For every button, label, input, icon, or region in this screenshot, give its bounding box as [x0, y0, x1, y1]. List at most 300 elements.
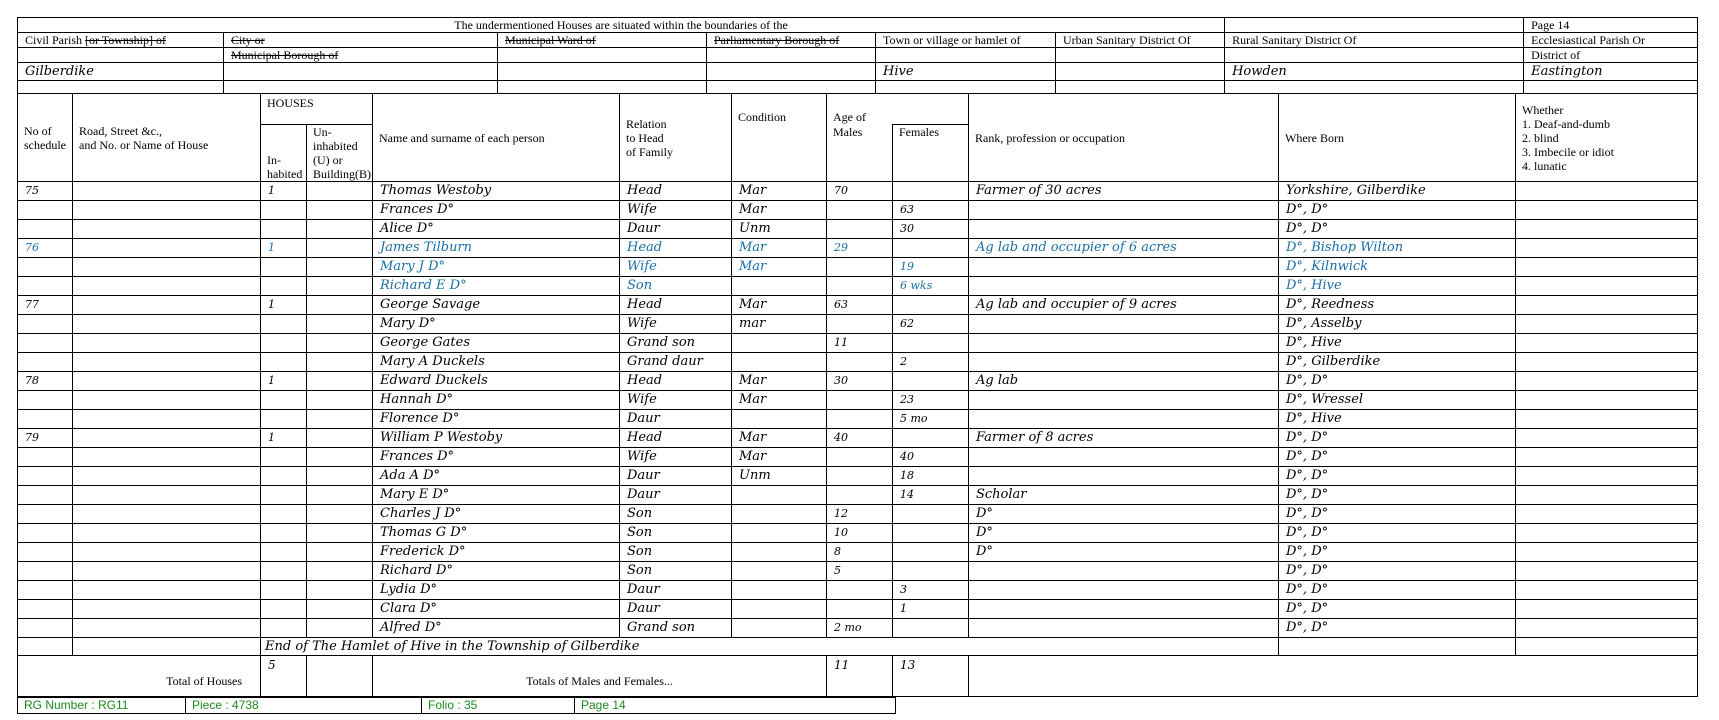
- uninhabited-cell: [307, 296, 373, 315]
- name-cell: Richard E D°: [373, 277, 620, 296]
- road-cell: [73, 391, 261, 410]
- female-age-cell: 62: [893, 315, 969, 334]
- uninhabited-cell: [307, 467, 373, 486]
- whether-cell: [1516, 334, 1698, 353]
- female-age-cell: [893, 562, 969, 581]
- male-age-cell: 2 mo: [827, 619, 893, 638]
- whether-cell: [1516, 505, 1698, 524]
- census-row: [18, 372, 1698, 391]
- uninhabited-cell: [307, 353, 373, 372]
- schedule-cell: [18, 391, 73, 410]
- schedule-cell: [18, 600, 73, 619]
- schedule-cell: 75: [18, 182, 73, 201]
- uninhabited-cell: [307, 201, 373, 220]
- male-age-cell: [827, 581, 893, 600]
- relation-cell: Daur: [620, 600, 732, 619]
- name-cell: Lydia D°: [373, 581, 620, 600]
- relation-cell: Daur: [620, 410, 732, 429]
- uninhabited-cell: [307, 600, 373, 619]
- female-age-cell: 14: [893, 486, 969, 505]
- road-cell: [73, 182, 261, 201]
- inhabited-cell: [261, 410, 307, 429]
- where-born-cell: D°, D°: [1279, 619, 1516, 638]
- relation-cell: Wife: [620, 391, 732, 410]
- whether-cell: [1516, 258, 1698, 277]
- occupation-cell: D°: [969, 505, 1279, 524]
- male-age-cell: [827, 467, 893, 486]
- male-age-cell: [827, 277, 893, 296]
- whether-cell: [1516, 353, 1698, 372]
- relation-cell: Wife: [620, 201, 732, 220]
- whether-cell: [1516, 220, 1698, 239]
- city-label: City or: [224, 33, 498, 48]
- relation-cell: Head: [620, 239, 732, 258]
- schedule-cell: [18, 315, 73, 334]
- condition-cell: [732, 543, 827, 562]
- name-cell: Mary D°: [373, 315, 620, 334]
- where-born-cell: D°, D°: [1279, 201, 1516, 220]
- female-age-cell: 2: [893, 353, 969, 372]
- occupation-cell: Farmer of 30 acres: [969, 182, 1279, 201]
- occupation-cell: [969, 600, 1279, 619]
- occupation-cell: [969, 353, 1279, 372]
- inhabited-cell: [261, 562, 307, 581]
- condition-cell: [732, 524, 827, 543]
- col-occupation: Rank, profession or occupation: [969, 94, 1279, 182]
- relation-cell: Son: [620, 277, 732, 296]
- census-row: [18, 296, 1698, 315]
- census-row: [18, 258, 1698, 277]
- male-age-cell: 29: [827, 239, 893, 258]
- female-age-cell: [893, 619, 969, 638]
- census-row: [18, 448, 1698, 467]
- where-born-cell: D°, D°: [1279, 220, 1516, 239]
- schedule-cell: 76: [18, 239, 73, 258]
- parliamentary-borough-label: Parliamentary Borough of: [707, 33, 876, 48]
- male-age-cell: 30: [827, 372, 893, 391]
- uninhabited-cell: [307, 429, 373, 448]
- whether-cell: [1516, 448, 1698, 467]
- inhabited-cell: [261, 201, 307, 220]
- relation-cell: Daur: [620, 486, 732, 505]
- col-inhabited: In- habited: [261, 125, 307, 182]
- male-age-cell: 11: [827, 334, 893, 353]
- ecclesiastical-label-2: District of: [1524, 48, 1698, 63]
- col-name: Name and surname of each person: [373, 94, 620, 182]
- condition-cell: Unm: [732, 220, 827, 239]
- schedule-cell: [18, 410, 73, 429]
- condition-cell: Mar: [732, 296, 827, 315]
- inhabited-cell: [261, 524, 307, 543]
- relation-cell: Daur: [620, 581, 732, 600]
- col-condition: Condition: [732, 94, 827, 182]
- name-cell: James Tilburn: [373, 239, 620, 258]
- whether-cell: [1516, 315, 1698, 334]
- uninhabited-cell: [307, 448, 373, 467]
- uninhabited-cell: [307, 239, 373, 258]
- name-cell: Clara D°: [373, 600, 620, 619]
- col-females: Females: [893, 125, 969, 182]
- relation-cell: Grand son: [620, 334, 732, 353]
- female-age-cell: 40: [893, 448, 969, 467]
- male-age-cell: 10: [827, 524, 893, 543]
- inhabited-cell: 1: [261, 372, 307, 391]
- male-age-cell: 63: [827, 296, 893, 315]
- name-cell: Mary E D°: [373, 486, 620, 505]
- uninhabited-cell: [307, 505, 373, 524]
- female-age-cell: [893, 334, 969, 353]
- male-age-cell: [827, 600, 893, 619]
- inhabited-cell: 1: [261, 429, 307, 448]
- where-born-cell: D°, D°: [1279, 581, 1516, 600]
- census-row: [18, 505, 1698, 524]
- name-cell: Mary J D°: [373, 258, 620, 277]
- relation-cell: Wife: [620, 448, 732, 467]
- condition-cell: mar: [732, 315, 827, 334]
- whether-cell: [1516, 486, 1698, 505]
- inhabited-cell: [261, 315, 307, 334]
- whether-cell: [1516, 562, 1698, 581]
- uninhabited-cell: [307, 258, 373, 277]
- inhabited-cell: [261, 581, 307, 600]
- condition-cell: Mar: [732, 201, 827, 220]
- male-age-cell: 40: [827, 429, 893, 448]
- whether-cell: [1516, 372, 1698, 391]
- male-age-cell: [827, 353, 893, 372]
- condition-cell: [732, 486, 827, 505]
- road-cell: [73, 467, 261, 486]
- male-age-cell: [827, 315, 893, 334]
- schedule-cell: [18, 505, 73, 524]
- inhabited-cell: [261, 277, 307, 296]
- schedule-cell: [18, 619, 73, 638]
- whether-cell: [1516, 277, 1698, 296]
- road-cell: [73, 543, 261, 562]
- female-age-cell: 23: [893, 391, 969, 410]
- road-cell: [73, 524, 261, 543]
- uninhabited-cell: [307, 277, 373, 296]
- census-row: [18, 619, 1698, 638]
- whether-cell: [1516, 619, 1698, 638]
- name-cell: Florence D°: [373, 410, 620, 429]
- road-cell: [73, 220, 261, 239]
- total-males-females-label: Totals of Males and Females...: [373, 656, 827, 697]
- census-sheet: [17, 17, 1697, 697]
- page-number: Page 14: [581, 698, 626, 712]
- rg-number: RG Number : RG11: [18, 698, 186, 713]
- ecclesiastical-value: Eastington: [1524, 63, 1698, 81]
- schedule-cell: [18, 562, 73, 581]
- male-age-cell: [827, 258, 893, 277]
- inhabited-cell: 1: [261, 239, 307, 258]
- where-born-cell: D°, D°: [1279, 372, 1516, 391]
- occupation-cell: D°: [969, 543, 1279, 562]
- female-age-cell: [893, 524, 969, 543]
- town-value: Hive: [876, 63, 1056, 81]
- whether-cell: [1516, 543, 1698, 562]
- occupation-cell: [969, 581, 1279, 600]
- road-cell: [73, 429, 261, 448]
- municipal-ward-label: Municipal Ward of: [498, 33, 707, 48]
- inhabited-cell: [261, 391, 307, 410]
- condition-cell: Mar: [732, 182, 827, 201]
- road-cell: [73, 315, 261, 334]
- whether-cell: [1516, 429, 1698, 448]
- relation-cell: Grand daur: [620, 353, 732, 372]
- total-males: 11: [827, 656, 893, 697]
- female-age-cell: [893, 505, 969, 524]
- road-cell: [73, 562, 261, 581]
- uninhabited-cell: [307, 562, 373, 581]
- name-cell: George Gates: [373, 334, 620, 353]
- condition-cell: [732, 600, 827, 619]
- road-cell: [73, 619, 261, 638]
- occupation-cell: [969, 220, 1279, 239]
- census-row: [18, 182, 1698, 201]
- whether-cell: [1516, 201, 1698, 220]
- ecclesiastical-label: Ecclesiastical Parish Or: [1524, 33, 1698, 48]
- schedule-cell: [18, 467, 73, 486]
- occupation-cell: [969, 467, 1279, 486]
- condition-cell: [732, 334, 827, 353]
- schedule-cell: [18, 201, 73, 220]
- inhabited-cell: [261, 334, 307, 353]
- condition-cell: [732, 619, 827, 638]
- relation-cell: Head: [620, 372, 732, 391]
- census-row: [18, 543, 1698, 562]
- civil-parish-value: Gilberdike: [18, 63, 224, 81]
- female-age-cell: [893, 296, 969, 315]
- condition-cell: Mar: [732, 239, 827, 258]
- total-houses-value: 5: [261, 656, 307, 697]
- col-relation: Relation to Head of Family: [620, 94, 732, 182]
- piece-number: Piece : 4738: [186, 698, 422, 713]
- col-uninhabited: Un- inhabited (U) or Building(B): [307, 125, 373, 182]
- male-age-cell: [827, 220, 893, 239]
- relation-cell: Head: [620, 429, 732, 448]
- where-born-cell: D°, D°: [1279, 448, 1516, 467]
- where-born-cell: D°, Bishop Wilton: [1279, 239, 1516, 258]
- name-cell: Mary A Duckels: [373, 353, 620, 372]
- where-born-cell: D°, Hive: [1279, 410, 1516, 429]
- uninhabited-cell: [307, 334, 373, 353]
- whether-cell: [1516, 467, 1698, 486]
- schedule-cell: [18, 581, 73, 600]
- schedule-cell: [18, 277, 73, 296]
- road-cell: [73, 353, 261, 372]
- relation-cell: Son: [620, 562, 732, 581]
- census-row: [18, 277, 1698, 296]
- road-cell: [73, 505, 261, 524]
- inhabited-cell: [261, 220, 307, 239]
- folio-number: Folio : 35: [422, 698, 575, 713]
- municipal-borough-label: Municipal Borough of: [224, 48, 498, 63]
- relation-cell: Head: [620, 182, 732, 201]
- end-note: End of The Hamlet of Hive in the Township of Gilberdike: [261, 638, 1279, 656]
- condition-cell: [732, 353, 827, 372]
- urban-label: Urban Sanitary District Of: [1056, 33, 1225, 48]
- uninhabited-cell: [307, 543, 373, 562]
- whether-cell: [1516, 239, 1698, 258]
- road-cell: [73, 372, 261, 391]
- occupation-cell: [969, 448, 1279, 467]
- name-cell: Hannah D°: [373, 391, 620, 410]
- census-row: [18, 486, 1698, 505]
- occupation-cell: Ag lab and occupier of 9 acres: [969, 296, 1279, 315]
- occupation-cell: [969, 410, 1279, 429]
- col-no-schedule: No of schedule: [18, 94, 73, 182]
- relation-cell: Grand son: [620, 619, 732, 638]
- census-row: [18, 600, 1698, 619]
- rural-label: Rural Sanitary District Of: [1225, 33, 1524, 48]
- where-born-cell: D°, D°: [1279, 467, 1516, 486]
- schedule-cell: [18, 486, 73, 505]
- schedule-cell: 79: [18, 429, 73, 448]
- relation-cell: Head: [620, 296, 732, 315]
- relation-cell: Daur: [620, 467, 732, 486]
- page-label: Page 14: [1524, 18, 1698, 33]
- uninhabited-cell: [307, 486, 373, 505]
- census-row: [18, 429, 1698, 448]
- where-born-cell: D°, D°: [1279, 600, 1516, 619]
- inhabited-cell: [261, 448, 307, 467]
- female-age-cell: 30: [893, 220, 969, 239]
- uninhabited-cell: [307, 372, 373, 391]
- condition-cell: [732, 505, 827, 524]
- whether-cell: [1516, 410, 1698, 429]
- col-where-born: Where Born: [1279, 94, 1516, 182]
- census-row: [18, 239, 1698, 258]
- name-cell: Frances D°: [373, 448, 620, 467]
- female-age-cell: 5 mo: [893, 410, 969, 429]
- col-road: Road, Street &c., and No. or Name of House: [73, 94, 261, 182]
- male-age-cell: 12: [827, 505, 893, 524]
- schedule-cell: [18, 524, 73, 543]
- female-age-cell: 63: [893, 201, 969, 220]
- road-cell: [73, 600, 261, 619]
- male-age-cell: 8: [827, 543, 893, 562]
- relation-cell: Son: [620, 543, 732, 562]
- census-row: [18, 334, 1698, 353]
- road-cell: [73, 448, 261, 467]
- where-born-cell: D°, D°: [1279, 562, 1516, 581]
- name-cell: Edward Duckels: [373, 372, 620, 391]
- inhabited-cell: [261, 258, 307, 277]
- road-cell: [73, 201, 261, 220]
- inhabited-cell: 1: [261, 182, 307, 201]
- occupation-cell: [969, 562, 1279, 581]
- name-cell: Charles J D°: [373, 505, 620, 524]
- occupation-cell: Ag lab and occupier of 6 acres: [969, 239, 1279, 258]
- occupation-cell: Farmer of 8 acres: [969, 429, 1279, 448]
- reference-footer: [17, 697, 896, 714]
- name-cell: Frances D°: [373, 201, 620, 220]
- where-born-cell: D°, Gilberdike: [1279, 353, 1516, 372]
- occupation-cell: D°: [969, 524, 1279, 543]
- schedule-cell: [18, 448, 73, 467]
- schedule-cell: [18, 543, 73, 562]
- inhabited-cell: [261, 543, 307, 562]
- condition-cell: Mar: [732, 429, 827, 448]
- male-age-cell: [827, 391, 893, 410]
- schedule-cell: [18, 334, 73, 353]
- where-born-cell: D°, Wressel: [1279, 391, 1516, 410]
- where-born-cell: Yorkshire, Gilberdike: [1279, 182, 1516, 201]
- census-row: [18, 353, 1698, 372]
- census-row: [18, 581, 1698, 600]
- relation-cell: Daur: [620, 220, 732, 239]
- census-row: [18, 220, 1698, 239]
- road-cell: [73, 239, 261, 258]
- name-cell: William P Westoby: [373, 429, 620, 448]
- uninhabited-cell: [307, 524, 373, 543]
- female-age-cell: 6 wks: [893, 277, 969, 296]
- header-blank: [1225, 18, 1524, 33]
- town-label: Town or village or hamlet of: [876, 33, 1056, 48]
- col-whether: Whether 1. Deaf-and-dumb 2. blind 3. Imbecile or idiot 4. lunatic: [1516, 94, 1698, 182]
- inhabited-cell: [261, 353, 307, 372]
- uninhabited-cell: [307, 391, 373, 410]
- occupation-cell: [969, 201, 1279, 220]
- occupation-cell: [969, 315, 1279, 334]
- condition-cell: Unm: [732, 467, 827, 486]
- census-row: [18, 201, 1698, 220]
- schedule-cell: [18, 258, 73, 277]
- condition-cell: Mar: [732, 258, 827, 277]
- census-row: [18, 562, 1698, 581]
- female-age-cell: [893, 543, 969, 562]
- name-cell: Alice D°: [373, 220, 620, 239]
- where-born-cell: D°, D°: [1279, 543, 1516, 562]
- col-houses: HOUSES: [261, 94, 373, 125]
- name-cell: Richard D°: [373, 562, 620, 581]
- relation-cell: Son: [620, 524, 732, 543]
- census-row: [18, 315, 1698, 334]
- male-age-cell: [827, 486, 893, 505]
- male-age-cell: [827, 410, 893, 429]
- census-row: [18, 391, 1698, 410]
- total-houses-label: Total of Houses: [18, 656, 261, 697]
- uninhabited-cell: [307, 619, 373, 638]
- uninhabited-cell: [307, 410, 373, 429]
- whether-cell: [1516, 391, 1698, 410]
- schedule-cell: 78: [18, 372, 73, 391]
- female-age-cell: 3: [893, 581, 969, 600]
- where-born-cell: D°, Asselby: [1279, 315, 1516, 334]
- condition-cell: [732, 581, 827, 600]
- schedule-cell: 77: [18, 296, 73, 315]
- female-age-cell: [893, 182, 969, 201]
- whether-cell: [1516, 182, 1698, 201]
- female-age-cell: 19: [893, 258, 969, 277]
- whether-cell: [1516, 581, 1698, 600]
- female-age-cell: 18: [893, 467, 969, 486]
- inhabited-cell: [261, 486, 307, 505]
- inhabited-cell: [261, 619, 307, 638]
- col-age-of: Age of: [827, 94, 969, 125]
- occupation-cell: [969, 619, 1279, 638]
- female-age-cell: [893, 372, 969, 391]
- occupation-cell: [969, 334, 1279, 353]
- male-age-cell: 5: [827, 562, 893, 581]
- census-row: [18, 524, 1698, 543]
- uninhabited-cell: [307, 182, 373, 201]
- occupation-cell: [969, 391, 1279, 410]
- relation-cell: Wife: [620, 258, 732, 277]
- relation-cell: Son: [620, 505, 732, 524]
- total-females: 13: [893, 656, 969, 697]
- road-cell: [73, 334, 261, 353]
